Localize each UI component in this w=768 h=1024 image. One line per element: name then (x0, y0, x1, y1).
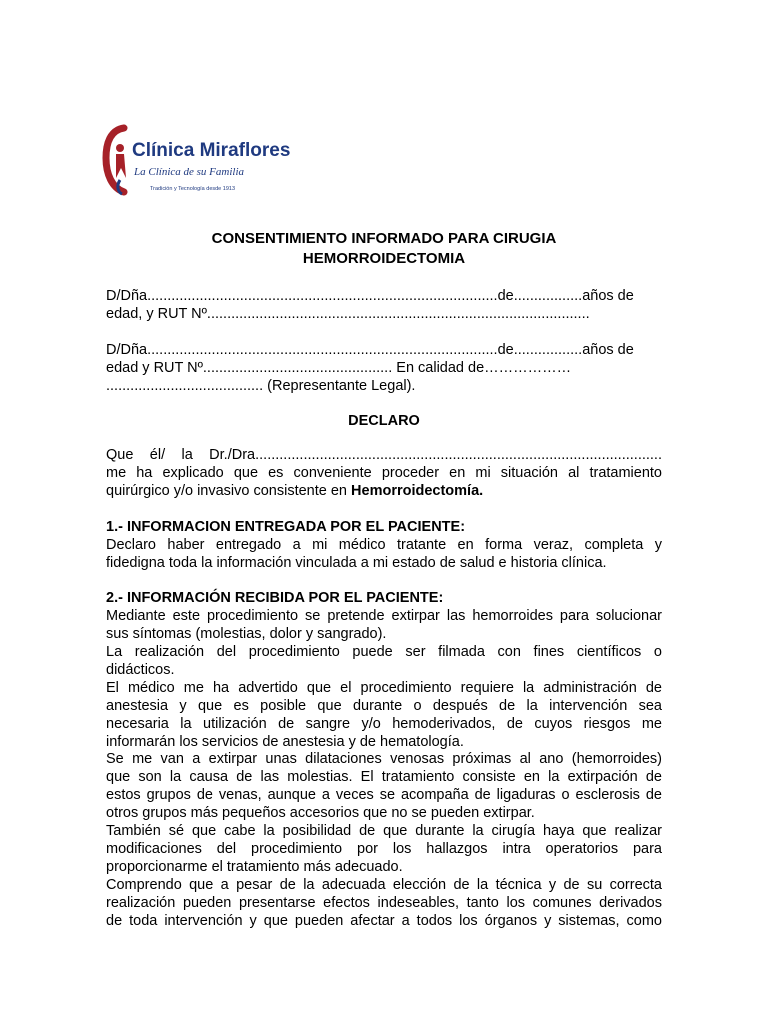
section-2-line: La realización del procedimiento puede ser filmada con fines científicos o (106, 644, 662, 660)
section-2-line: estos grupos de venas, aunque a veces se acompaña de ligaduras o esclerosis de (106, 787, 662, 803)
section-2-line: Comprendo que a pesar de la adecuada elección de la técnica y de su correcta (106, 877, 662, 893)
form-representative-legal-line: ....................................... (Representante Legal). (106, 378, 416, 394)
form-representative-name-line: D/Dña.......................................................................................de.................años de (106, 342, 634, 358)
intro-line-1: Que él/ la Dr./Dra..................................................................................................... (106, 447, 662, 463)
section-1-line: fidedigna toda la información vinculada a mi estado de salud e historia clínica. (106, 555, 607, 571)
logo-name: Clínica Miraflores (132, 140, 291, 161)
document-title (106, 229, 662, 269)
section-2-heading: 2.- INFORMACIÓN RECIBIDA POR EL PACIENTE: (106, 590, 444, 606)
title-line-2: HEMORROIDECTOMIA (302, 250, 466, 267)
intro-line-2: me ha explicado que es conveniente proceder en mi situación al tratamiento (106, 465, 662, 481)
section-2-line: necesaria la utilización de sangre y/o hemoderivados, de cuyos riesgos me (106, 716, 662, 732)
section-2-line: didácticos. (106, 662, 175, 678)
intro-line-3 (106, 482, 662, 500)
intro-line-3-text: quirúrgico y/o invasivo consistente en (106, 483, 352, 499)
section-2-line: anestesia y que es posible que durante o después de la intervención sea (106, 698, 662, 714)
procedure-name: Hemorroidectomía. (351, 483, 484, 499)
section-2-line: informarán los servicios de anestesia y de hematología. (106, 734, 464, 750)
section-1-line: Declaro haber entregado a mi médico tratante en forma veraz, completa y (106, 537, 662, 553)
logo-small-text: Tradición y Tecnología desde 1913 (150, 186, 236, 192)
clinic-logo (104, 118, 291, 208)
declaro-heading: DECLARO (348, 413, 420, 429)
section-2-line: realización pueden presentarse efectos indeseables, tanto los comunes derivados (106, 895, 662, 911)
section-2-line: de toda intervención y que pueden afectar a todos los órganos y sistemas, como (106, 913, 662, 929)
form-patient-name-line: D/Dña.......................................................................................de.................años de (106, 288, 634, 304)
title-line-1: CONSENTIMIENTO INFORMADO PARA CIRUGIA (211, 230, 557, 247)
form-representative-rut-line: edad y RUT Nº............................................... En calidad de……………… (106, 360, 572, 376)
section-2-line: sus síntomas (molestias, dolor y sangrado). (106, 626, 387, 642)
section-2-line: Mediante este procedimiento se pretende extirpar las hemorroides para solucionar (106, 608, 662, 624)
section-2-line: Se me van a extirpar unas dilataciones venosas próximas al ano (hemorroides) (106, 751, 662, 767)
section-2-line: que son la causa de las molestias. El tratamiento consiste en la extirpación de (106, 769, 662, 785)
logo-tagline: La Clínica de su Familia (134, 166, 244, 178)
form-patient-rut-line: edad, y RUT Nº............................................................................................... (106, 306, 590, 322)
section-2-line: otros grupos más pequeños accesorios que no se pueden extirpar. (106, 805, 535, 821)
section-2-line: El médico me ha advertido que el procedimiento requiere la administración de (106, 680, 662, 696)
section-2-line: proporcionarme el tratamiento más adecuado. (106, 859, 403, 875)
section-2-line: modificaciones del procedimiento por los hallazgos intra operatorios para (106, 841, 662, 857)
section-2-line: También sé que cabe la posibilidad de que durante la cirugía haya que realizar (106, 823, 662, 839)
section-1-heading: 1.- INFORMACION ENTREGADA POR EL PACIENTE: (106, 519, 466, 535)
